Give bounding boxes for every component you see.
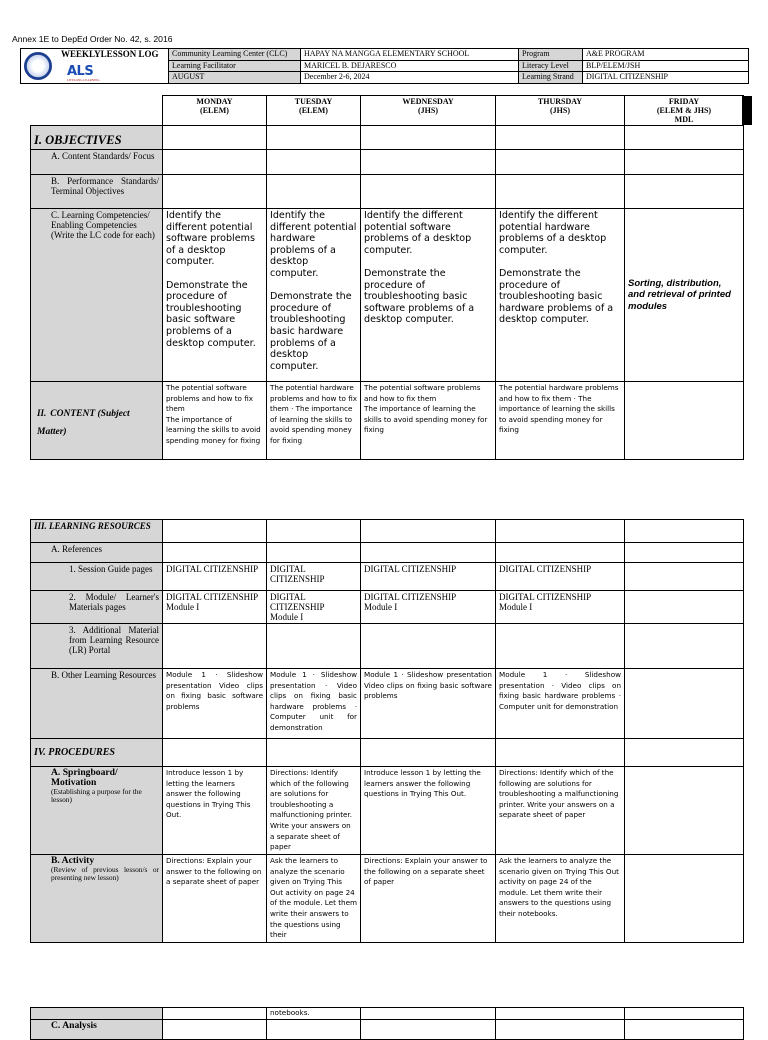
other-resources-tuesday: Module 1 · Slideshow presentation · Video clips on fixing basic hardware problems · Computer unit for demonstration [267, 669, 361, 739]
analysis-label: C. Analysis [31, 1020, 163, 1040]
content-tuesday: The potential hardware problems and how to fix them · The importance of learning the skills to avoid spending money for fixing [267, 382, 361, 460]
lc-wednesday: Identify the different potential software problems of a desktop computer. Demonstrate the procedure of troubleshooting basic software problems of a desktop computer. [361, 209, 496, 382]
session-guide-monday: DIGITAL CITIZENSHIP [163, 563, 267, 591]
lc-thursday: Identify the different potential hardware problems of a desktop computer. Demonstrate the procedure of troubleshooting basic hardware problems of a desktop computer. [496, 209, 625, 382]
other-resources-wednesday: Module 1 · Slideshow presentation Video clips on fixing basic software problems [361, 669, 496, 739]
activity-subtitle: (Review of previous lesson/s or presenting new lesson) [51, 865, 159, 883]
springboard-monday: Introduce lesson 1 by letting the learners answer the following questions in Trying This Out. [163, 767, 267, 855]
content-num: II. [37, 407, 47, 418]
lc-friday: Sorting, distribution, and retrieval of printed modules [625, 209, 744, 382]
springboard-label [31, 767, 163, 855]
day-header-wednesday: WEDNESDAY (JHS) [361, 96, 496, 126]
other-resources-monday: Module 1 · Slideshow presentation Video clips on fixing basic software problems [163, 669, 267, 739]
springboard-tuesday: Directions: Identify which of the following are solutions for troubleshooting a malfunctioning printer. Write your answers on a separate sheet of paper [267, 767, 361, 855]
hdr-label-clc: Community Learning Center (CLC) [169, 49, 301, 61]
lc-tuesday: Identify the different potential hardware problems of a desktop computer. Demonstrate the procedure of troubleshooting basic hardware problems of a desktop computer. [267, 209, 361, 382]
session-guide-label: 1. Session Guide pages [31, 563, 163, 591]
header-block [20, 48, 748, 84]
content-thursday: The potential hardware problems and how to fix them · The importance of learning the skills to avoid spending money for fixing [496, 382, 625, 460]
session-guide-thursday: DIGITAL CITIZENSHIP [496, 563, 625, 591]
blank-corner [31, 96, 163, 126]
session-guide-tuesday: DIGITAL CITIZENSHIP [267, 563, 361, 591]
hdr-value-literacy: BLP/ELEM/JSH [583, 60, 749, 72]
lc-monday: Identify the different potential software problems of a desktop computer. Demonstrate the procedure of troubleshooting basic software problems of a desktop computer. [163, 209, 267, 382]
activity-tuesday: Ask the learners to analyze the scenario given on Trying This Out activity on page 24 of the module. Let them write their answers to the questions using their [267, 855, 361, 943]
procedures-heading: IV. PROCEDURES [31, 739, 163, 767]
content-label [31, 382, 163, 460]
annex-label: Annex 1E to DepEd Order No. 42, s. 2016 [12, 34, 173, 44]
hdr-value-month: AUGUST [169, 72, 301, 84]
header-logo-cell [21, 49, 169, 84]
references-label: A. References [31, 543, 163, 563]
als-logo-icon: ALS LIFELONG LEARNING [67, 64, 100, 82]
hdr-label-strand: Learning Strand [519, 72, 583, 84]
springboard-thursday: Directions: Identify which of the following are solutions for troubleshooting a malfunctioning printer. Write your answers on a separate sheet of paper [496, 767, 625, 855]
springboard-subtitle: (Establishing a purpose for the lesson) [51, 787, 142, 805]
module-wednesday: DIGITAL CITIZENSHIP Module I [361, 591, 496, 624]
content-wednesday: The potential software problems and how to fix them The importance of learning the skills to avoid spending money for fixing [361, 382, 496, 460]
module-tuesday: DIGITAL CITIZENSHIP Module I [267, 591, 361, 624]
performance-standards-label: B. Performance Standards/ Terminal Objectives [31, 175, 163, 209]
hdr-label-literacy: Literacy Level [519, 60, 583, 72]
module-pages-label: 2. Module/ Learner's Materials pages [31, 591, 163, 624]
hdr-value-facilitator: MARICEL B. DEJARESCO [301, 60, 519, 72]
activity-monday: Directions: Explain your answer to the following on a separate sheet of paper [163, 855, 267, 943]
activity-thursday: Ask the learners to analyze the scenario given on Trying This Out activity on page 24 of the module. Let them write their answers to the questions using their notebooks. [496, 855, 625, 943]
springboard-wednesday: Introduce lesson 1 by letting the learners answer the following questions in Trying This Out. [361, 767, 496, 855]
header-title: WEEKLYLESSON LOG [61, 49, 159, 59]
learning-competencies-label: C. Learning Competencies/ Enabling Competencies (Write the LC code for each) [31, 209, 163, 382]
hdr-value-strand: DIGITAL CITIZENSHIP [583, 72, 749, 84]
session-guide-wednesday: DIGITAL CITIZENSHIP [361, 563, 496, 591]
day-header-monday: MONDAY (ELEM) [163, 96, 267, 126]
activity-wednesday: Directions: Explain your answer to the following on a separate sheet of paper [361, 855, 496, 943]
resources-table [30, 519, 743, 943]
activity-tuesday-cont: notebooks. [267, 1008, 361, 1020]
hdr-value-dates: December 2-6, 2024 [301, 72, 519, 84]
resources-heading: III. LEARNING RESOURCES [31, 520, 163, 543]
objectives-table [30, 95, 743, 460]
module-thursday: DIGITAL CITIZENSHIP Module I [496, 591, 625, 624]
hdr-label-facilitator: Learning Facilitator [169, 60, 301, 72]
activity-title: B. Activity [51, 855, 95, 866]
day-header-friday: FRIDAY (ELEM & JHS) MDL [625, 96, 744, 126]
hdr-value-program: A&E PROGRAM [583, 49, 749, 61]
objectives-heading: I. OBJECTIVES [31, 126, 163, 150]
day-header-tuesday: TUESDAY (ELEM) [267, 96, 361, 126]
springboard-title: A. Springboard/ Motivation [51, 767, 118, 788]
hdr-value-school: HAPAY NA MANGGA ELEMENTARY SCHOOL [301, 49, 519, 61]
activity-label [31, 855, 163, 943]
other-resources-label: B. Other Learning Resources [31, 669, 163, 739]
content-monday: The potential software problems and how to fix them The importance of learning the skills to avoid spending money for fixing [163, 382, 267, 460]
deped-seal-icon [24, 52, 52, 80]
lr-portal-label: 3. Additional Material from Learning Resource (LR) Portal [31, 624, 163, 669]
content-standards-label: A. Content Standards/ Focus [31, 150, 163, 175]
day-header-thursday: THURSDAY (JHS) [496, 96, 625, 126]
hdr-label-program: Program [519, 49, 583, 61]
content-title: CONTENT (Subject Matter) [37, 408, 130, 437]
module-monday: DIGITAL CITIZENSHIP Module I [163, 591, 267, 624]
other-resources-thursday: Module 1 · Slideshow presentation · Video clips on fixing basic hardware problems · Computer unit for demonstration [496, 669, 625, 739]
